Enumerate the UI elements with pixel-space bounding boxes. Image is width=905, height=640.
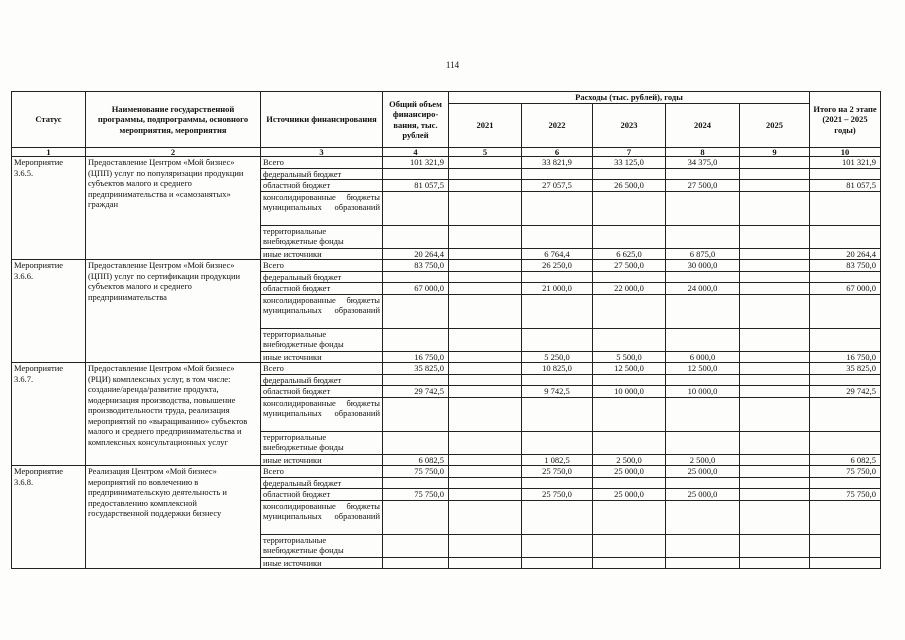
total-volume-cell: 75 750,0 bbox=[383, 489, 449, 501]
measure-status: Мероприятие 3.6.8. bbox=[12, 466, 86, 569]
column-number: 2 bbox=[86, 148, 261, 157]
year-2025-cell bbox=[740, 283, 810, 295]
stage-total-cell bbox=[810, 191, 881, 225]
year-2021-cell bbox=[449, 157, 522, 169]
funding-source: федеральный бюджет bbox=[261, 168, 383, 180]
year-2022-cell bbox=[522, 328, 593, 351]
year-2021-cell bbox=[449, 328, 522, 351]
year-2025-cell bbox=[740, 180, 810, 192]
year-2021-cell bbox=[449, 534, 522, 557]
year-2022-cell bbox=[522, 374, 593, 386]
year-2023-cell: 25 000,0 bbox=[593, 466, 666, 478]
year-2022-cell bbox=[522, 397, 593, 431]
funding-source: федеральный бюджет bbox=[261, 271, 383, 283]
year-2024-cell bbox=[666, 557, 740, 569]
year-2023-cell bbox=[593, 328, 666, 351]
total-volume-cell: 75 750,0 bbox=[383, 466, 449, 478]
header-status: Статус bbox=[12, 92, 86, 148]
funding-source: областной бюджет bbox=[261, 180, 383, 192]
stage-total-cell bbox=[810, 500, 881, 534]
year-2025-cell bbox=[740, 397, 810, 431]
funding-source: областной бюджет bbox=[261, 283, 383, 295]
year-2025-cell bbox=[740, 489, 810, 501]
funding-source: Всего bbox=[261, 363, 383, 375]
year-2022-cell: 21 000,0 bbox=[522, 283, 593, 295]
stage-total-cell bbox=[810, 225, 881, 248]
year-2021-cell bbox=[449, 386, 522, 398]
column-number: 9 bbox=[740, 148, 810, 157]
year-2024-cell bbox=[666, 225, 740, 248]
year-2024-cell: 24 000,0 bbox=[666, 283, 740, 295]
year-2024-cell bbox=[666, 431, 740, 454]
column-number: 10 bbox=[810, 148, 881, 157]
year-2022-cell bbox=[522, 477, 593, 489]
year-2025-cell bbox=[740, 271, 810, 283]
funding-source: иные источники bbox=[261, 557, 383, 569]
header-stage-total: Итого на 2 этапе (2021 – 2025 годы) bbox=[810, 92, 881, 148]
measure-status: Мероприятие 3.6.7. bbox=[12, 363, 86, 466]
stage-total-cell: 20 264,4 bbox=[810, 248, 881, 260]
funding-source: территориальные внебюджетные фонды bbox=[261, 431, 383, 454]
total-volume-cell bbox=[383, 477, 449, 489]
year-2021-cell bbox=[449, 374, 522, 386]
funding-source: иные источники bbox=[261, 248, 383, 260]
stage-total-cell bbox=[810, 534, 881, 557]
financing-table bbox=[11, 91, 881, 569]
funding-source: Всего bbox=[261, 260, 383, 272]
year-2021-cell bbox=[449, 363, 522, 375]
year-2021-cell bbox=[449, 191, 522, 225]
year-2022-cell bbox=[522, 431, 593, 454]
funding-source: иные источники bbox=[261, 351, 383, 363]
total-volume-cell: 67 000,0 bbox=[383, 283, 449, 295]
year-2024-cell bbox=[666, 477, 740, 489]
funding-source: территориальные внебюджетные фонды bbox=[261, 225, 383, 248]
funding-source: территориальные внебюджетные фонды bbox=[261, 328, 383, 351]
year-2024-cell: 12 500,0 bbox=[666, 363, 740, 375]
table-row bbox=[12, 157, 881, 169]
total-volume-cell: 81 057,5 bbox=[383, 180, 449, 192]
year-2023-cell bbox=[593, 374, 666, 386]
stage-total-cell: 83 750,0 bbox=[810, 260, 881, 272]
year-2021-cell bbox=[449, 283, 522, 295]
column-number: 7 bbox=[593, 148, 666, 157]
year-2023-cell bbox=[593, 477, 666, 489]
year-2024-cell: 10 000,0 bbox=[666, 386, 740, 398]
year-2023-cell: 12 500,0 bbox=[593, 363, 666, 375]
year-2024-cell: 34 375,0 bbox=[666, 157, 740, 169]
funding-source: консолидированные бюджеты муниципальных образований bbox=[261, 191, 383, 225]
total-volume-cell: 20 264,4 bbox=[383, 248, 449, 260]
column-number: 5 bbox=[449, 148, 522, 157]
year-2022-cell bbox=[522, 168, 593, 180]
year-2023-cell bbox=[593, 534, 666, 557]
year-2021-cell bbox=[449, 260, 522, 272]
year-2025-cell bbox=[740, 466, 810, 478]
year-2023-cell bbox=[593, 294, 666, 328]
table-header bbox=[12, 92, 881, 157]
year-2023-cell bbox=[593, 500, 666, 534]
year-2023-cell: 2 500,0 bbox=[593, 454, 666, 466]
year-2023-cell: 25 000,0 bbox=[593, 489, 666, 501]
year-2023-cell: 22 000,0 bbox=[593, 283, 666, 295]
year-2023-cell: 5 500,0 bbox=[593, 351, 666, 363]
total-volume-cell bbox=[383, 294, 449, 328]
funding-source: областной бюджет bbox=[261, 386, 383, 398]
stage-total-cell bbox=[810, 294, 881, 328]
year-2025-cell bbox=[740, 168, 810, 180]
year-2023-cell bbox=[593, 557, 666, 569]
total-volume-cell bbox=[383, 431, 449, 454]
year-2023-cell bbox=[593, 431, 666, 454]
year-2023-cell: 26 500,0 bbox=[593, 180, 666, 192]
year-2025-cell bbox=[740, 557, 810, 569]
year-2022-cell bbox=[522, 191, 593, 225]
header-year: 2025 bbox=[740, 104, 810, 148]
year-2022-cell bbox=[522, 500, 593, 534]
total-volume-cell bbox=[383, 191, 449, 225]
stage-total-cell: 35 825,0 bbox=[810, 363, 881, 375]
total-volume-cell: 83 750,0 bbox=[383, 260, 449, 272]
year-2025-cell bbox=[740, 431, 810, 454]
year-2025-cell bbox=[740, 248, 810, 260]
year-2025-cell bbox=[740, 328, 810, 351]
stage-total-cell bbox=[810, 328, 881, 351]
total-volume-cell bbox=[383, 225, 449, 248]
year-2025-cell bbox=[740, 191, 810, 225]
year-2023-cell: 6 625,0 bbox=[593, 248, 666, 260]
total-volume-cell bbox=[383, 271, 449, 283]
total-volume-cell bbox=[383, 374, 449, 386]
year-2021-cell bbox=[449, 431, 522, 454]
header-year: 2024 bbox=[666, 104, 740, 148]
funding-source: федеральный бюджет bbox=[261, 477, 383, 489]
year-2025-cell bbox=[740, 294, 810, 328]
measure-name: Реализация Центром «Мой бизнес» мероприятий по вовлечению в предпринимательскую деятельность и предоставлению комплексной государственной поддержки бизнесу bbox=[86, 466, 261, 569]
header-expenses: Расходы (тыс. рублей), годы bbox=[449, 92, 810, 104]
total-volume-cell: 35 825,0 bbox=[383, 363, 449, 375]
measure-name: Предоставление Центром «Мой бизнес» (ЦПП) услуг по популяризации продукции субъектов малого и среднего предпринимательства и «самозанятых» граждан bbox=[86, 157, 261, 260]
year-2024-cell: 6 875,0 bbox=[666, 248, 740, 260]
year-2021-cell bbox=[449, 454, 522, 466]
year-2025-cell bbox=[740, 363, 810, 375]
year-2022-cell: 6 764,4 bbox=[522, 248, 593, 260]
measure-name: Предоставление Центром «Мой бизнес» (РЦИ) комплексных услуг, в том числе: создание/аренда/развитие продукта, модернизация производства, повышение производительности труда, реализация мероприятий по «выращиванию» субъектов малого и среднего предпринимательства и комплексных консультационных услуг bbox=[86, 363, 261, 466]
header-name: Наименование государственной программы, подпрограммы, основного мероприятия, мероприятия bbox=[86, 92, 261, 148]
year-2024-cell: 6 000,0 bbox=[666, 351, 740, 363]
year-2023-cell bbox=[593, 168, 666, 180]
year-2021-cell bbox=[449, 557, 522, 569]
year-2024-cell bbox=[666, 397, 740, 431]
total-volume-cell bbox=[383, 557, 449, 569]
header-source: Источники финансирования bbox=[261, 92, 383, 148]
year-2023-cell: 10 000,0 bbox=[593, 386, 666, 398]
year-2023-cell: 27 500,0 bbox=[593, 260, 666, 272]
total-volume-cell bbox=[383, 328, 449, 351]
year-2021-cell bbox=[449, 500, 522, 534]
year-2023-cell bbox=[593, 271, 666, 283]
year-2022-cell: 33 821,9 bbox=[522, 157, 593, 169]
year-2022-cell: 26 250,0 bbox=[522, 260, 593, 272]
table-row bbox=[12, 363, 881, 375]
year-2025-cell bbox=[740, 500, 810, 534]
year-2024-cell: 27 500,0 bbox=[666, 180, 740, 192]
year-2024-cell bbox=[666, 328, 740, 351]
year-2021-cell bbox=[449, 180, 522, 192]
total-volume-cell: 6 082,5 bbox=[383, 454, 449, 466]
measure-status: Мероприятие 3.6.6. bbox=[12, 260, 86, 363]
stage-total-cell: 75 750,0 bbox=[810, 489, 881, 501]
column-number: 6 bbox=[522, 148, 593, 157]
column-number: 1 bbox=[12, 148, 86, 157]
year-2022-cell: 9 742,5 bbox=[522, 386, 593, 398]
year-2022-cell bbox=[522, 271, 593, 283]
year-2024-cell: 25 000,0 bbox=[666, 466, 740, 478]
total-volume-cell: 29 742,5 bbox=[383, 386, 449, 398]
stage-total-cell bbox=[810, 168, 881, 180]
page-number: 114 bbox=[445, 60, 460, 70]
year-2023-cell bbox=[593, 225, 666, 248]
funding-source: иные источники bbox=[261, 454, 383, 466]
funding-source: федеральный бюджет bbox=[261, 374, 383, 386]
year-2022-cell bbox=[522, 294, 593, 328]
funding-source: Всего bbox=[261, 157, 383, 169]
stage-total-cell bbox=[810, 271, 881, 283]
total-volume-cell bbox=[383, 168, 449, 180]
measure-status: Мероприятие 3.6.5. bbox=[12, 157, 86, 260]
header-total-volume: Общий объем финансиро-вания, тыс. рублей bbox=[383, 92, 449, 148]
funding-source: Всего bbox=[261, 466, 383, 478]
year-2022-cell: 27 057,5 bbox=[522, 180, 593, 192]
measure-name: Предоставление Центром «Мой бизнес» (ЦПП) услуг по сертификации продукции субъектов малого и среднего предпринимательства bbox=[86, 260, 261, 363]
header-year: 2021 bbox=[449, 104, 522, 148]
column-number: 3 bbox=[261, 148, 383, 157]
stage-total-cell: 16 750,0 bbox=[810, 351, 881, 363]
year-2021-cell bbox=[449, 489, 522, 501]
stage-total-cell bbox=[810, 477, 881, 489]
funding-source: консолидированные бюджеты муниципальных образований bbox=[261, 294, 383, 328]
total-volume-cell bbox=[383, 500, 449, 534]
table-body bbox=[12, 157, 881, 569]
year-2021-cell bbox=[449, 225, 522, 248]
funding-source: территориальные внебюджетные фонды bbox=[261, 534, 383, 557]
year-2025-cell bbox=[740, 386, 810, 398]
year-2025-cell bbox=[740, 260, 810, 272]
total-volume-cell: 16 750,0 bbox=[383, 351, 449, 363]
stage-total-cell: 67 000,0 bbox=[810, 283, 881, 295]
year-2021-cell bbox=[449, 477, 522, 489]
year-2024-cell bbox=[666, 294, 740, 328]
total-volume-cell bbox=[383, 534, 449, 557]
year-2024-cell bbox=[666, 500, 740, 534]
year-2025-cell bbox=[740, 157, 810, 169]
year-2024-cell bbox=[666, 374, 740, 386]
year-2021-cell bbox=[449, 271, 522, 283]
header-year: 2023 bbox=[593, 104, 666, 148]
year-2025-cell bbox=[740, 225, 810, 248]
stage-total-cell: 81 057,5 bbox=[810, 180, 881, 192]
year-2025-cell bbox=[740, 351, 810, 363]
year-2021-cell bbox=[449, 466, 522, 478]
year-2021-cell bbox=[449, 248, 522, 260]
stage-total-cell: 101 321,9 bbox=[810, 157, 881, 169]
year-2024-cell bbox=[666, 271, 740, 283]
year-2023-cell: 33 125,0 bbox=[593, 157, 666, 169]
year-2021-cell bbox=[449, 168, 522, 180]
year-2022-cell bbox=[522, 557, 593, 569]
header-year: 2022 bbox=[522, 104, 593, 148]
year-2025-cell bbox=[740, 534, 810, 557]
funding-source: областной бюджет bbox=[261, 489, 383, 501]
year-2024-cell: 30 000,0 bbox=[666, 260, 740, 272]
year-2024-cell: 2 500,0 bbox=[666, 454, 740, 466]
funding-source: консолидированные бюджеты муниципальных образований bbox=[261, 500, 383, 534]
year-2025-cell bbox=[740, 477, 810, 489]
column-number: 8 bbox=[666, 148, 740, 157]
year-2025-cell bbox=[740, 454, 810, 466]
year-2022-cell: 1 082,5 bbox=[522, 454, 593, 466]
year-2021-cell bbox=[449, 351, 522, 363]
total-volume-cell: 101 321,9 bbox=[383, 157, 449, 169]
table-row bbox=[12, 466, 881, 478]
column-number: 4 bbox=[383, 148, 449, 157]
year-2022-cell: 5 250,0 bbox=[522, 351, 593, 363]
stage-total-cell bbox=[810, 431, 881, 454]
year-2024-cell: 25 000,0 bbox=[666, 489, 740, 501]
year-2022-cell bbox=[522, 225, 593, 248]
year-2022-cell bbox=[522, 534, 593, 557]
year-2022-cell: 10 825,0 bbox=[522, 363, 593, 375]
stage-total-cell: 29 742,5 bbox=[810, 386, 881, 398]
total-volume-cell bbox=[383, 397, 449, 431]
year-2022-cell: 25 750,0 bbox=[522, 489, 593, 501]
stage-total-cell bbox=[810, 397, 881, 431]
stage-total-cell: 6 082,5 bbox=[810, 454, 881, 466]
year-2023-cell bbox=[593, 191, 666, 225]
stage-total-cell: 75 750,0 bbox=[810, 466, 881, 478]
funding-source: консолидированные бюджеты муниципальных образований bbox=[261, 397, 383, 431]
year-2024-cell bbox=[666, 191, 740, 225]
year-2023-cell bbox=[593, 397, 666, 431]
column-numbers-row bbox=[12, 148, 881, 157]
year-2022-cell: 25 750,0 bbox=[522, 466, 593, 478]
year-2024-cell bbox=[666, 168, 740, 180]
year-2021-cell bbox=[449, 397, 522, 431]
table-row bbox=[12, 260, 881, 272]
year-2021-cell bbox=[449, 294, 522, 328]
year-2025-cell bbox=[740, 374, 810, 386]
year-2024-cell bbox=[666, 534, 740, 557]
stage-total-cell bbox=[810, 557, 881, 569]
stage-total-cell bbox=[810, 374, 881, 386]
